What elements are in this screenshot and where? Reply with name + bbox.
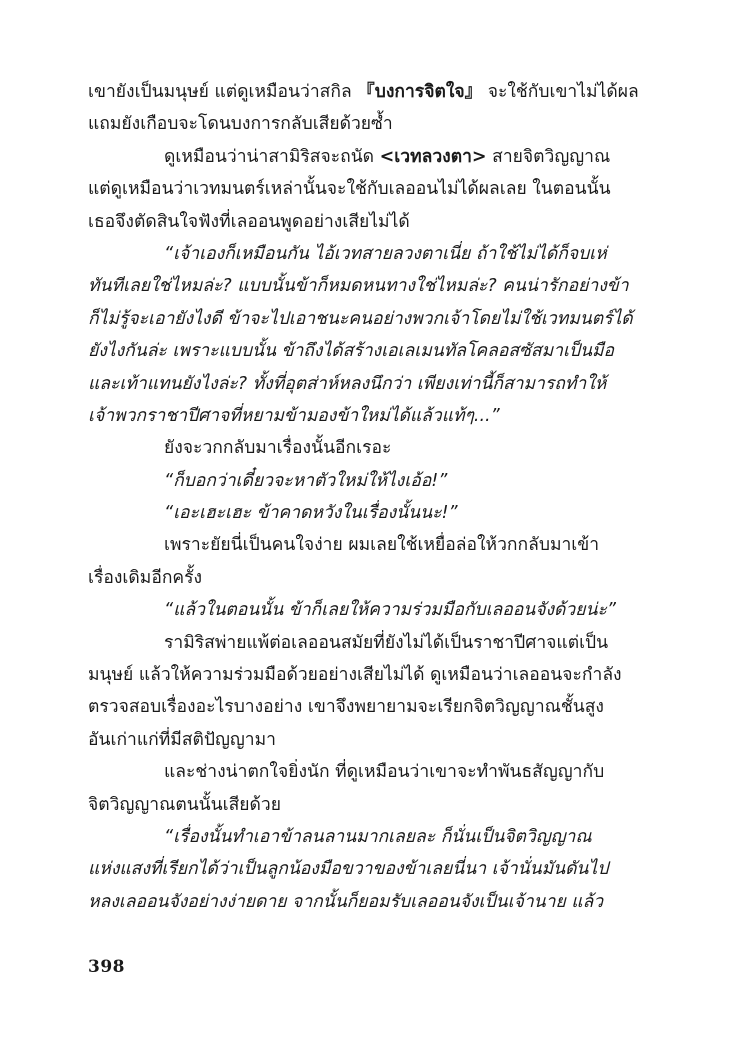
line-text: จิตวิญญาณตนนั้นเสียด้วย: [88, 794, 281, 815]
bold-term: 『บงการจิตใจ』: [357, 82, 483, 102]
line-text: แถมยังเกือบจะโดนบงการกลับเสียด้วยซ้ำ: [88, 114, 393, 135]
line-text: ยังจะวกกลับมาเรื่องนั้นอีกเรอะ: [164, 438, 392, 459]
line-text: “ก็บอกว่าเดี๋ยวจะหาตัวใหม่ให้ไงเอ้อ!”: [164, 470, 448, 491]
text-line: [88, 724, 656, 756]
line-text: แห่งแสงที่เรียกได้ว่าเป็นลูกน้องมือขวาของข้าเลยนี่นา เจ้านั่นมันดันไป: [88, 859, 609, 880]
line-text: เพราะยัยนี่เป็นคนใจง่าย ผมเลยใช้เหยื่อล่อให้วกกลับมาเข้า: [164, 535, 600, 556]
text-line: [88, 562, 656, 594]
line-text: รามิริสพ่ายแพ้ต่อเลออนสมัยที่ยังไม่ได้เป็นราชาปีศาจแต่เป็น: [164, 632, 609, 653]
line-text: เธอจึงตัดสินใจฟังที่เลออนพูดอย่างเสียไม่ได้: [88, 211, 410, 232]
line-text: “แล้วในตอนนั้น ข้าก็เลยให้ความร่วมมือกับเลออนจังด้วยน่ะ”: [164, 600, 616, 621]
page-number: 398: [88, 957, 125, 977]
line-text: และช่างน่าตกใจยิ่งนัก ที่ดูเหมือนว่าเขาจะทำพันธสัญญากับ: [164, 762, 605, 783]
text-line: [88, 303, 656, 335]
line-text: อันเก่าแก่ที่มีสติปัญญามา: [88, 729, 276, 750]
text-line: [88, 206, 656, 238]
text-line: [88, 756, 656, 788]
line-text-after: สายจิตวิญญาณ: [486, 146, 611, 167]
line-text: ก็ไม่รู้จะเอายังไงดี ข้าจะไปเอาชนะคนอย่างพวกเจ้าโดยไม่ใช้เวทมนตร์ได้: [88, 308, 633, 329]
line-text-after: จะใช้กับเขาไม่ได้ผล: [482, 82, 639, 102]
body-text: [88, 76, 656, 918]
text-line: [88, 432, 656, 464]
line-text: ดูเหมือนว่าน่าสามิริสจะถนัด: [164, 146, 380, 167]
text-line: [88, 691, 656, 723]
line-text: “เรื่องนั้นทำเอาข้าลนลานมากเลยละ ก็นั่นเป็นจิตวิญญาณ: [164, 826, 592, 847]
text-line: [88, 627, 656, 659]
text-line: [88, 335, 656, 367]
text-line: [88, 238, 656, 270]
bold-term: <เวทลวงตา>: [379, 146, 487, 167]
line-text: เรื่องเดิมอีกครั้ง: [88, 567, 203, 588]
text-line: [88, 108, 656, 140]
line-text: เขายังเป็นมนุษย์ แต่ดูเหมือนว่าสกิล: [88, 82, 358, 102]
text-line: [88, 400, 656, 432]
text-line: [88, 529, 656, 561]
line-text: มนุษย์ แล้วให้ความร่วมมือด้วยอย่างเสียไม่ได้ ดูเหมือนว่าเลออนจะกำลัง: [88, 665, 622, 686]
text-line: [88, 76, 656, 108]
text-line: [88, 465, 656, 497]
text-line: [88, 659, 656, 691]
text-line: [88, 270, 656, 302]
text-line: [88, 853, 656, 885]
text-line: [88, 173, 656, 205]
text-line: [88, 497, 656, 529]
line-text: แต่ดูเหมือนว่าเวทมนตร์เหล่านั้นจะใช้กับเลออนไม่ได้ผลเลย ในตอนนั้น: [88, 179, 611, 200]
text-line: [88, 789, 656, 821]
text-line: [88, 821, 656, 853]
text-line: [88, 368, 656, 400]
line-text: ทันทีเลยใช่ไหมล่ะ? แบบนั้นข้าก็หมดหนทางใช่ไหมล่ะ? คนน่ารักอย่างข้า: [88, 276, 629, 297]
line-text: และเท้าแทนยังไงล่ะ? ทั้งที่อุตส่าห์หลงนึกว่า เพียงเท่านี้ก็สามารถทำให้: [88, 373, 607, 394]
line-text: เจ้าพวกราชาปีศาจที่หยามข้ามองข้าใหม่ได้แล้วแท้ๆ...”: [88, 405, 500, 426]
text-line: [88, 141, 656, 173]
line-text: หลงเลออนจังอย่างง่ายดาย จากนั้นก็ยอมรับเลออนจังเป็นเจ้านาย แล้ว: [88, 891, 604, 912]
text-line: [88, 594, 656, 626]
line-text: “เจ้าเองก็เหมือนกัน ไอ้เวทสายลวงตาเนี่ย ถ้าใช้ไม่ได้ก็จบเห่: [164, 243, 607, 264]
line-text: ตรวจสอบเรื่องอะไรบางอย่าง เขาจึงพยายามจะเรียกจิตวิญญาณชั้นสูง: [88, 697, 604, 718]
line-text: ยังไงกันล่ะ เพราะแบบนั้น ข้าถึงได้สร้างเอเลเมนทัลโคลอสซัสมาเป็นมือ: [88, 341, 615, 362]
line-text: “เอะเฮะเฮะ ข้าคาดหวังในเรื่องนั้นนะ!”: [164, 503, 458, 524]
text-line: [88, 886, 656, 918]
